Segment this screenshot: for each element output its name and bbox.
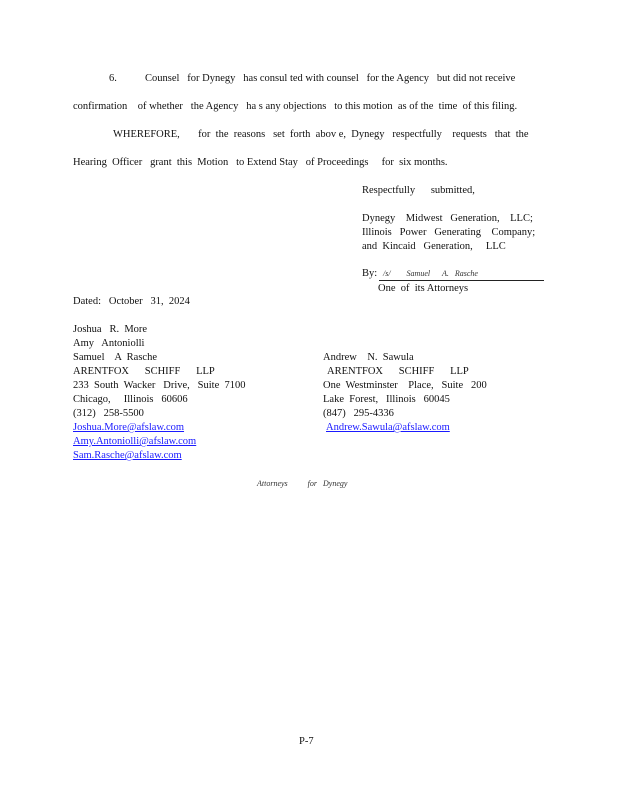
signer-role: One of its Attorneys — [378, 283, 469, 294]
paragraph6-line2: confirmation of whether the Agency ha s any objections to this motion as of the time of this filing. — [73, 101, 518, 112]
paragraph-number: 6. — [109, 73, 117, 84]
firm-name: ARENTFOX SCHIFF LLP — [327, 366, 469, 377]
attorney-name: Joshua R. More — [73, 324, 148, 335]
attorney-name: Andrew N. Sawula — [323, 352, 414, 363]
client-line-2: Illinois Power Generating Company; — [362, 227, 536, 238]
dated-line: Dated: October 31, 2024 — [73, 296, 190, 307]
client-line-1: Dynegy Midwest Generation, LLC; — [362, 213, 533, 224]
email-link[interactable]: Sam.Rasche@afslaw.com — [73, 450, 182, 461]
wherefore-line1: WHEREFORE, for the reasons set forth abov e, Dynegy respectfully requests that the — [113, 129, 529, 140]
address-line: 233 South Wacker Drive, Suite 7100 — [73, 380, 246, 391]
page-number: P-7 — [299, 736, 314, 747]
email-link[interactable]: Andrew.Sawula@afslaw.com — [326, 422, 450, 433]
phone-number: (312) 258-5500 — [73, 408, 144, 419]
address-line: Chicago, Illinois 60606 — [73, 394, 188, 405]
respectfully-submitted: Respectfully submitted, — [362, 185, 475, 196]
client-line-3: and Kincaid Generation, LLC — [362, 241, 506, 252]
attorney-name: Amy Antoniolli — [73, 338, 145, 349]
address-line: Lake Forest, Illinois 60045 — [323, 394, 450, 405]
wherefore-line2: Hearing Officer grant this Motion to Extend Stay of Proceedings for six months. — [73, 157, 448, 168]
by-label: By: — [362, 268, 378, 279]
phone-number: (847) 295-4336 — [323, 408, 394, 419]
electronic-signature: /s/ Samuel A. Rasche — [383, 269, 478, 278]
email-link[interactable]: Joshua.More@afslaw.com — [73, 422, 185, 433]
firm-name: ARENTFOX SCHIFF LLP — [73, 366, 215, 377]
signature-line — [379, 280, 544, 281]
attorneys-for-caption: Attorneys for Dynegy — [257, 479, 348, 488]
attorney-name: Samuel A Rasche — [73, 352, 157, 363]
email-link[interactable]: Amy.Antoniolli@afslaw.com — [73, 436, 197, 447]
address-line: One Westminster Place, Suite 200 — [323, 380, 487, 391]
paragraph6-line1: Counsel for Dynegy has consul ted with counsel for the Agency but did not receive — [145, 73, 516, 84]
